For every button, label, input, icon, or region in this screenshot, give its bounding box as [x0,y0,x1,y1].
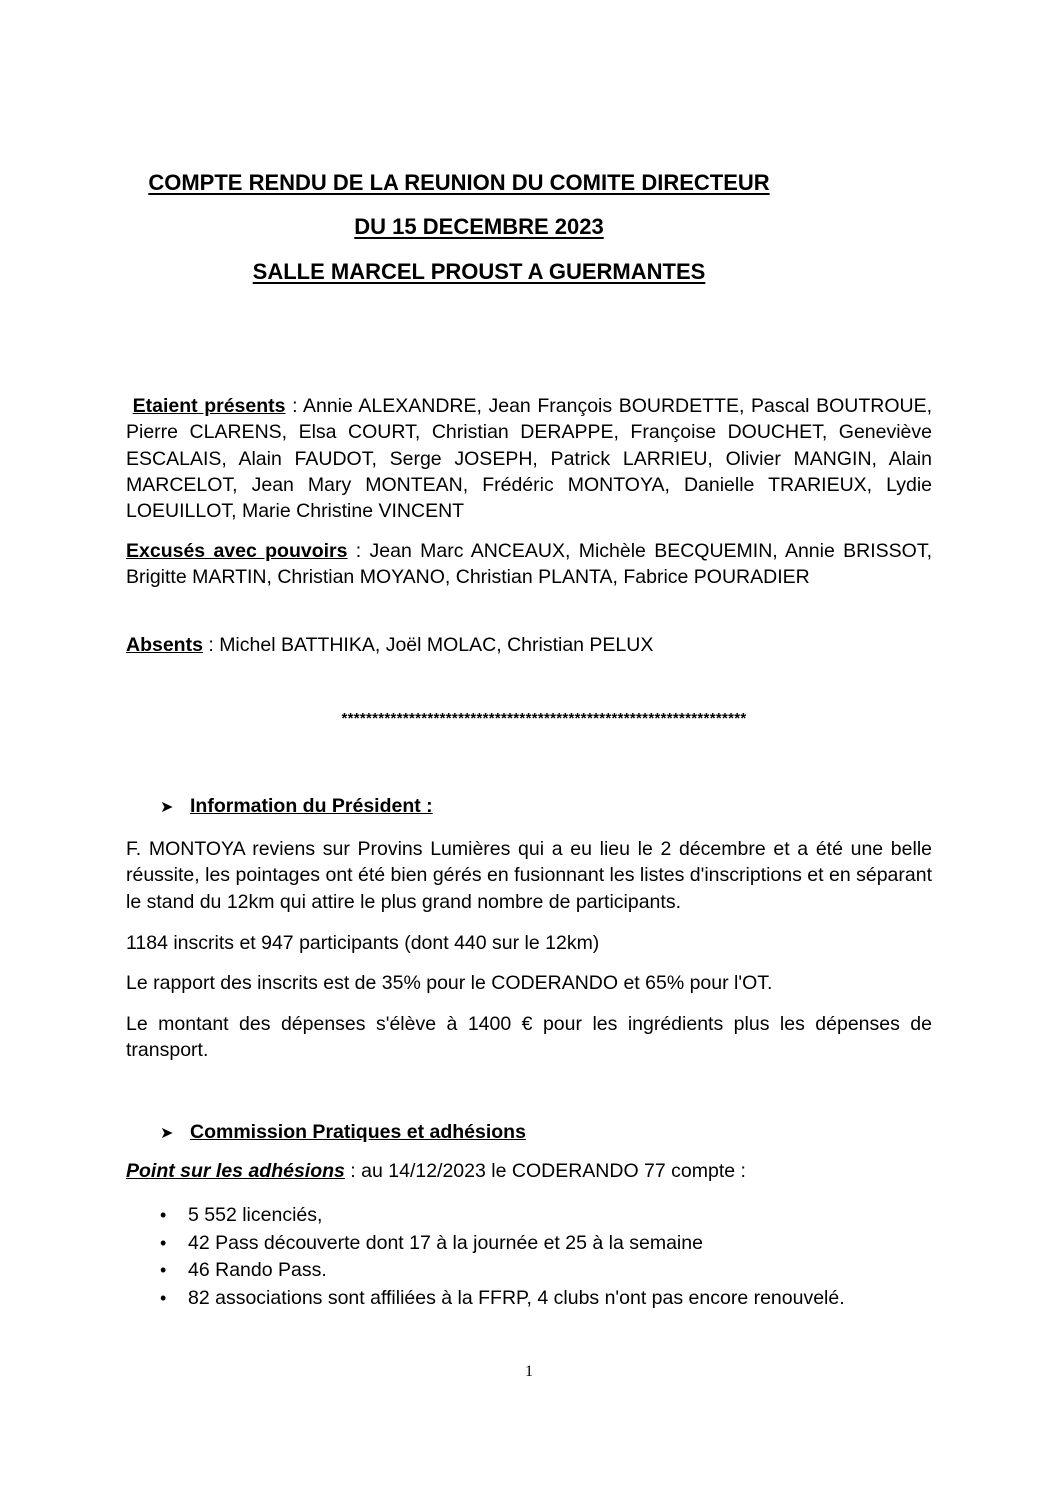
present-label: Etaient présents [132,395,286,417]
membership-point [126,1158,932,1184]
list-item: • 82 associations sont affiliées à la FFRP, 4 clubs n'ont pas encore renouvelé. [160,1285,845,1313]
president-paragraph-4: Le montant des dépenses s'élève à 1400 € pour les ingrédients plus les dépenses de transport. [126,1013,932,1062]
list-item: • 46 Rando Pass. [160,1257,845,1285]
absent-names: : Michel BATTHIKA, Joël MOLAC, Christian PELUX [202,634,654,656]
arrow-bullet-icon: ➤ [160,799,174,816]
title-line-3: SALLE MARCEL PROUST A GUERMANTES [252,259,706,284]
present-paragraph [126,393,932,524]
section-title: Commission Pratiques et adhésions [190,1121,526,1143]
membership-point-label: Point sur les adhésions [126,1160,345,1182]
present-names: : Annie ALEXANDRE, Jean François BOURDETTE, Pascal BOUTROUE, Pierre CLARENS, Elsa COURT, Christian DERAPPE, Françoise DOUCHET, Geneviève ESCALAIS, Alain FAUDOT, Serge JOSEPH, Patrick LARRIEU, Olivier MANGIN, Alain MARCELOT, Jean Mary MONTEAN, Frédéric MONTOYA, Danielle TRARIEUX, Lydie LOEUILLOT, Marie Christine VINCENT [126,395,933,523]
absent-label: Absents [126,634,203,656]
arrow-bullet-icon: ➤ [160,1125,174,1142]
president-paragraph-3: Le rapport des inscrits est de 35% pour le CODERANDO et 65% pour l'OT. [126,972,773,994]
section-heading-commission [160,1119,526,1147]
membership-point-text: : au 14/12/2023 le CODERANDO 77 compte : [344,1160,746,1182]
section-title: Information du Président : [190,795,433,817]
excused-label: Excusés avec pouvoirs [126,540,348,562]
excused-names: : Jean Marc ANCEAUX, Michèle BECQUEMIN, Annie BRISSOT, Brigitte MARTIN, Christian MOYANO, Christian PLANTA, Fabrice POURADIER [126,540,932,589]
section-heading-president [160,793,433,821]
list-item: • 5 552 licenciés, [160,1202,845,1230]
president-paragraph-2: 1184 inscrits et 947 participants (dont 440 sur le 12km) [126,932,600,954]
excused-paragraph [126,538,932,591]
membership-list [160,1202,845,1312]
absent-paragraph [126,632,932,658]
page-number: 1 [525,1363,533,1380]
title-line-1: COMPTE RENDU DE LA REUNION DU COMITE DIRECTEUR [148,170,770,195]
separator-line: ****************************************************************** [341,710,747,727]
president-paragraph-1: F. MONTOYA reviens sur Provins Lumières qui a eu lieu le 2 décembre et a été une belle réussite, les pointages ont été bien gérés en fusionnant les listes d'inscriptions et en séparant le stand du 12km qui attire le plus grand nombre de participants. [126,838,932,913]
title-line-2: DU 15 DECEMBRE 2023 [354,214,604,239]
list-item: • 42 Pass découverte dont 17 à la journée et 25 à la semaine [160,1230,845,1258]
